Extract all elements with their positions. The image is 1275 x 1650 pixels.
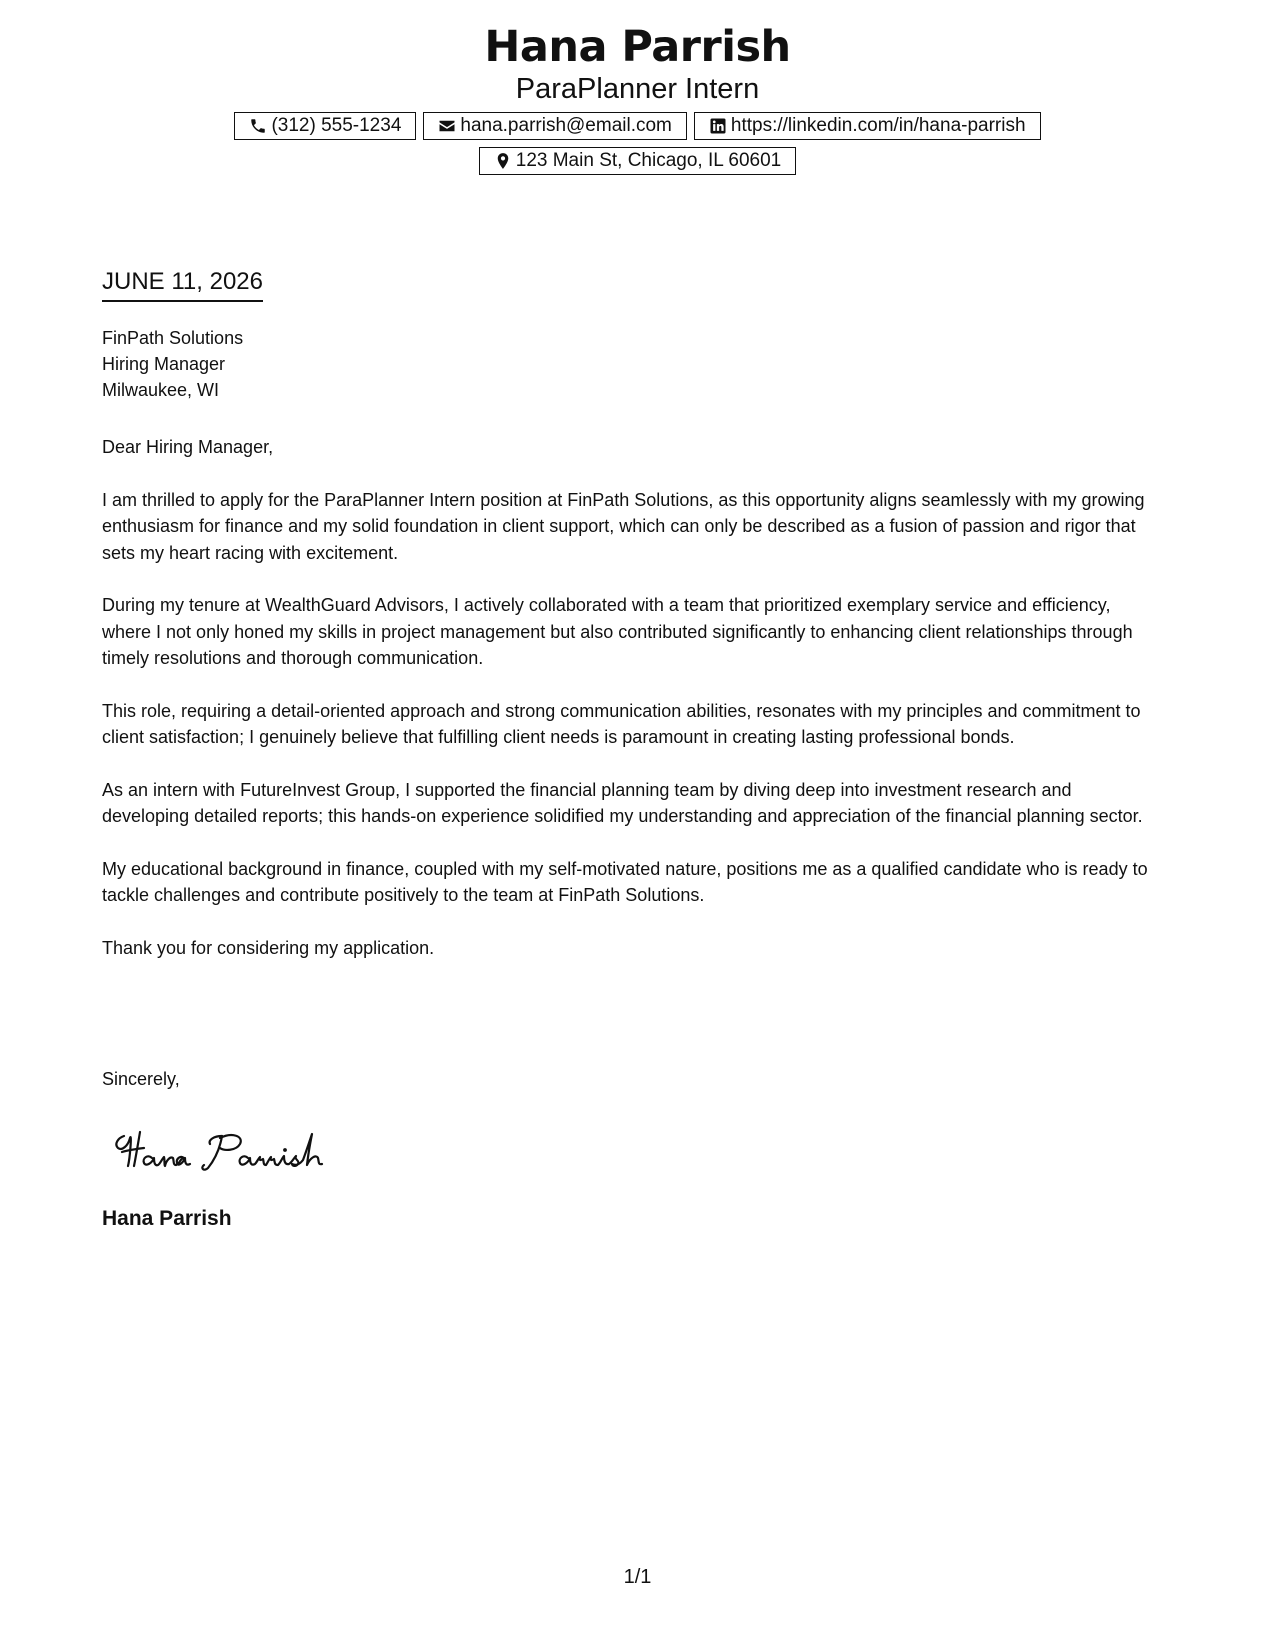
phone-text: (312) 555-1234 [271, 115, 402, 136]
paragraph: My educational background in finance, coupled with my self-motivated nature, positions me as a qualified candidate who is ready to tackle challenges and contribute positively to the team at FinPath Solutions. [102, 858, 1148, 905]
linkedin-chip[interactable] [694, 112, 1041, 140]
paragraph: This role, requiring a detail-oriented approach and strong communication abilities, resonates with my principles and commitment to client satisfaction; I genuinely believe that fulfilling client needs is paramount in creating lasting professional bonds. [102, 700, 1141, 747]
signer-name: Hana Parrish [102, 1207, 232, 1230]
recipient-title: Hiring Manager [102, 354, 226, 374]
applicant-role: ParaPlanner Intern [515, 73, 760, 105]
phone-icon [249, 117, 267, 135]
recipient-company: FinPath Solutions [102, 328, 244, 348]
paragraph: I am thrilled to apply for the ParaPlanner Intern position at FinPath Solutions, as this opportunity aligns seamlessly with my growing enthusiasm for finance and my solid foundation in client support, which can only be described as a fusion of passion and rigor that sets my heart racing with excitement. [102, 489, 1145, 563]
letter-body [102, 434, 1162, 987]
date-block [102, 268, 263, 302]
linkedin-icon [709, 117, 727, 135]
recipient-location: Milwaukee, WI [102, 380, 220, 400]
letter-header [0, 22, 1275, 175]
applicant-name: Hana Parrish [484, 22, 791, 72]
paragraph: During my tenure at WealthGuard Advisors, I actively collaborated with a team that prioritized exemplary service and efficiency, where I not only honed my skills in project management but also contributed significantly to enhancing client relationships through timely resolutions and thorough communication. [102, 595, 1133, 668]
email-chip[interactable] [423, 112, 687, 140]
linkedin-text: https://linkedin.com/in/hana-parrish [730, 115, 1026, 136]
email-text: hana.parrish@email.com [460, 115, 672, 136]
map-pin-icon [494, 152, 512, 170]
handwritten-signature [110, 1118, 350, 1178]
phone-chip[interactable] [234, 112, 416, 140]
envelope-icon [438, 117, 456, 135]
paragraph: Thank you for considering my application. [102, 937, 435, 958]
address-chip[interactable] [479, 147, 796, 175]
salutation: Dear Hiring Manager, [102, 437, 274, 457]
address-text: 123 Main St, Chicago, IL 60601 [515, 150, 782, 171]
paragraph: As an intern with FutureInvest Group, I supported the financial planning team by diving deep into investment research and developing detailed reports; this hands-on experience solidified my understanding and appreciation of the financial planning sector. [102, 779, 1143, 826]
letter-date: JUNE 11, 2026 [102, 268, 263, 302]
closing: Sincerely, [102, 1069, 180, 1089]
address-row [0, 147, 1275, 175]
contact-row [0, 112, 1275, 140]
page-number: 1/1 [623, 1566, 652, 1588]
recipient-block [102, 325, 243, 403]
